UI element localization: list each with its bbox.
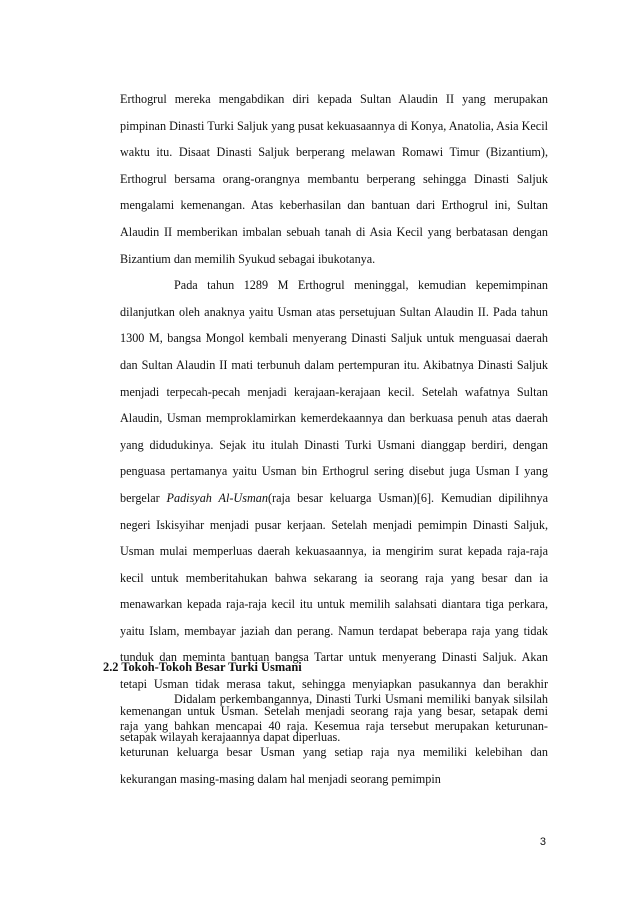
paragraph-2	[120, 272, 548, 751]
body-text	[120, 86, 548, 751]
paragraph-2-text: Pada tahun 1289 M Erthogrul meninggal, kemudian kepemimpinan dilanjutkan oleh anaknya yaitu Usman atas persetujuan Sultan Alaudin II. Pada tahun 1300 M, bangsa Mongol kembali menyerang Dinasti Saljuk untuk menguasai daerah dan Sultan Alaudin II mati terbunuh dalam pertempuran itu. Akibatnya Dinasti Saljuk menjadi terpecah-pecah menjadi kerajaan-kerajaan kecil. Setelah wafatnya Sultan Alaudin, Usman memproklamirkan kemerdekaannya dan berkuasa penuh atas daerah yang didudukinya. Sejak itu itulah Dinasti Turki Usmani dianggap berdiri, dengan penguasa pertamanya yaitu Usman bin Erthogrul sering disebut juga Usman I yang bergelar	[120, 278, 548, 505]
section-body	[120, 686, 548, 792]
section-paragraph: Didalam perkembangannya, Dinasti Turki Usmani memiliki banyak silsilah raja yang bahkan mencapai 40 raja. Kesemua raja tersebut merupakan keturunan-keturunan keluarga besar Usman yang setiap raja nya memiliki kelebihan dan kekurangan masing-masing dalam hal menjadi seorang pemimpin	[120, 692, 548, 786]
paragraph-2-italic-title: Padisyah Al-Usman	[166, 490, 268, 505]
section-heading: 2.2 Tokoh-Tokoh Besar Turki Usmani	[103, 660, 302, 674]
paragraph-1: Erthogrul mereka mengabdikan diri kepada Sultan Alaudin II yang merupakan pimpinan Dinasti Turki Saljuk yang pusat kekuasaannya di Konya, Anatolia, Asia Kecil waktu itu. Disaat Dinasti Saljuk berperang melawan Romawi Timur (Bizantium), Erthogrul bersama orang-orangnya membantu berperang sehingga Dinasti Saljuk mengalami kemenangan. Atas keberhasilan dan bantuan dari Erthogrul ini, Sultan Alaudin II memberikan imbalan sebuah tanah di Asia Kecil yang berbatasan dengan Bizantium dan memilih Syukud sebagai ibukotanya.	[120, 92, 548, 266]
page-number: 3	[539, 836, 546, 848]
paragraph-2-text-cont: (raja besar keluarga Usman)[6]. Kemudian dipilihnya negeri Iskisyihar menjadi pusar kerjaan. Setelah menjadi pemimpin Dinasti Saljuk, Usman mulai memperluas daerah kekuasaannya, ia mengirim surat kepada raja-raja kecil untuk memberitahukan bahwa sekarang ia seorang raja yang besar dan ia menawarkan kepada raja-raja kecil itu untuk memilih salahsati diantara tiga perkara, yaitu Islam, membayar jaziah dan perang. Namun terdapat beberapa raja yang tidak tunduk dan meminta bantuan bangsa Tartar untuk menyerang Dinasti Saljuk. Akan tetapi Usman tidak merasa takut, sehingga menyiapkan pasukannya dan berakhir kemenangan untuk Usman. Setelah menjadi seorang raja yang besar, setapak demi setapak wilayah kerajaannya dapat diperluas.	[120, 490, 548, 745]
